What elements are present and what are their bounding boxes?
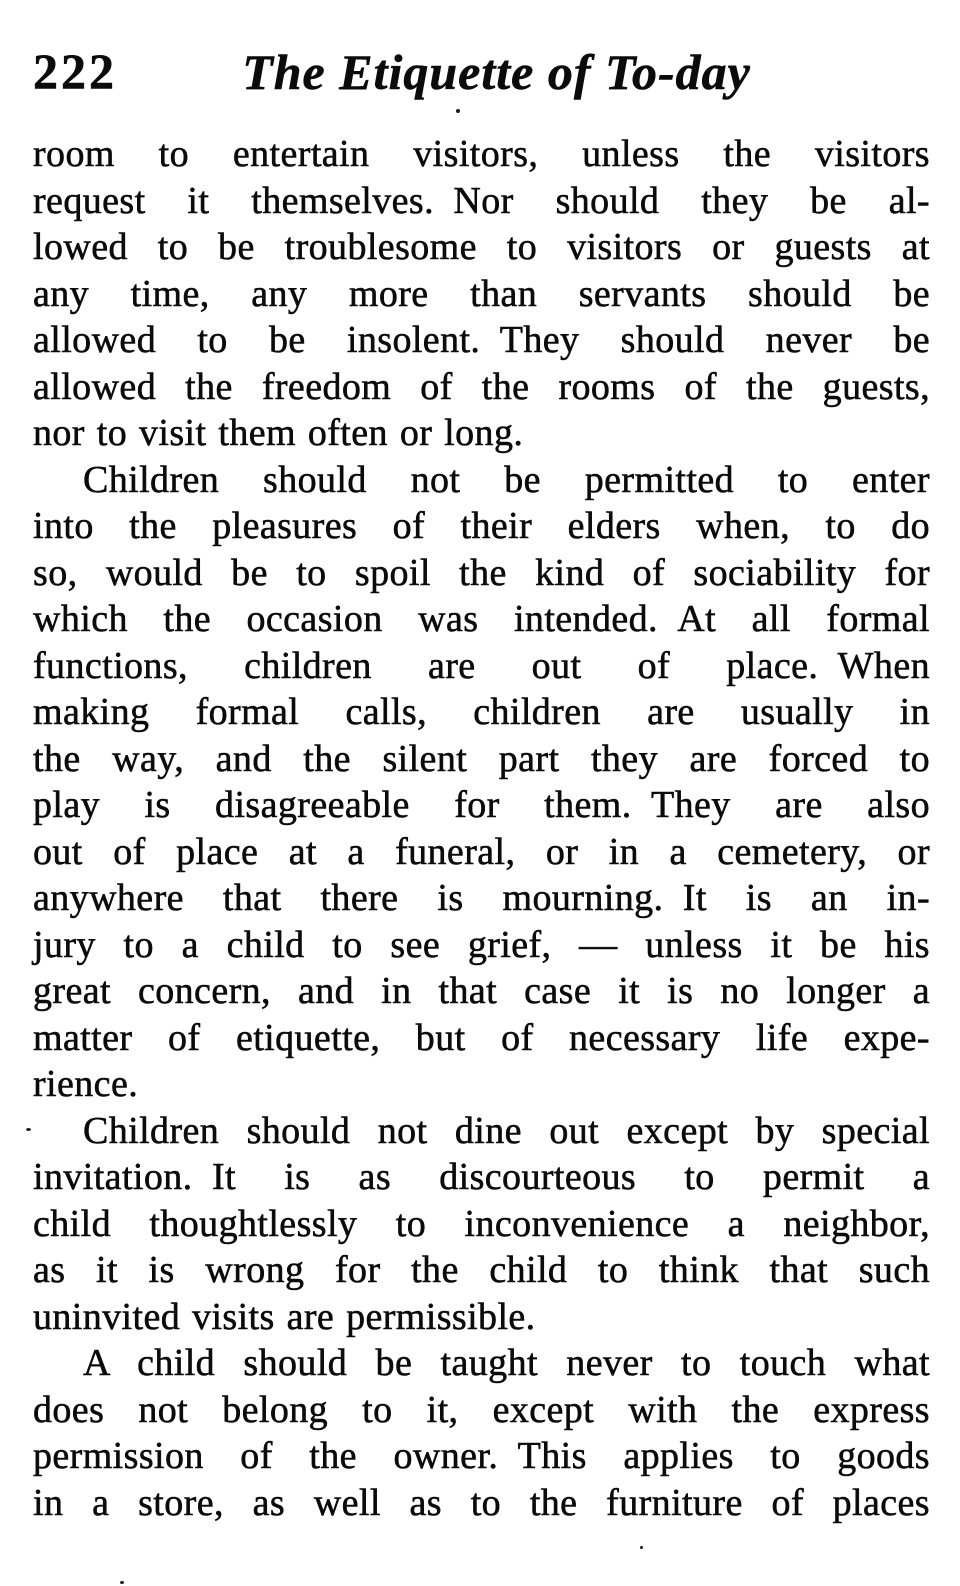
text-line: room to entertain visitors, unless the visitors: [33, 133, 930, 175]
body-text: [33, 131, 930, 1526]
text-line: lowed to be troublesome to visitors or guests at: [33, 226, 930, 268]
text-line: allowed the freedom of the rooms of the guests,: [33, 365, 930, 408]
text-line: anywhere that there is mourning. It is an in-: [33, 877, 930, 919]
scan-speck: [120, 1581, 124, 1584]
text-line: so, would be to spoil the kind of sociability for: [33, 551, 930, 594]
text-line: permission of the owner. This applies to goods: [33, 1435, 930, 1477]
scan-speck: [456, 109, 460, 113]
page-number: 222: [33, 43, 117, 99]
text-line: does not belong to it, except with the express: [33, 1388, 930, 1431]
page-header: [33, 42, 930, 108]
text-line: which the occasion was intended. At all formal: [33, 598, 930, 640]
text-line: play is disagreeable for them. They are also: [33, 784, 930, 826]
text-line: Children should not be permitted to enter: [83, 458, 930, 501]
text-line: any time, any more than servants should be: [33, 272, 930, 315]
text-line: as it is wrong for the child to think that such: [33, 1249, 930, 1291]
text-line: child thoughtlessly to inconvenience a neighbor,: [33, 1202, 930, 1245]
scan-speck: [26, 1128, 31, 1131]
paragraph: [33, 457, 930, 1108]
text-line: matter of etiquette, but of necessary life expe-: [33, 1016, 930, 1059]
text-line: into the pleasures of their elders when, to do: [33, 505, 930, 547]
paragraph: [33, 1340, 930, 1526]
scan-speck: [640, 1546, 643, 1549]
text-line: making formal calls, children are usually in: [33, 691, 930, 733]
text-line: nor to visit them often or long.: [33, 412, 524, 454]
text-line: functions, children are out of place. When: [33, 644, 930, 687]
text-line: invitation. It is as discourteous to permit a: [33, 1156, 930, 1198]
text-line: the way, and the silent part they are forced to: [33, 737, 930, 780]
text-line: in a store, as well as to the furniture of places: [33, 1481, 930, 1524]
paragraph: [33, 131, 930, 457]
text-line: Children should not dine out except by special: [83, 1109, 930, 1152]
text-line: request it themselves. Nor should they be al-: [33, 179, 930, 222]
book-title: The Etiquette of To-day: [242, 44, 751, 100]
text-line: jury to a child to see grief, — unless it be his: [33, 923, 930, 966]
text-line: allowed to be insolent. They should never be: [33, 319, 930, 361]
text-line: great concern, and in that case it is no longer a: [33, 970, 930, 1012]
text-line: out of place at a funeral, or in a cemetery, or: [33, 830, 930, 873]
text-line: A child should be taught never to touch what: [83, 1342, 930, 1384]
text-line: rience.: [33, 1063, 139, 1105]
text-line: uninvited visits are permissible.: [33, 1295, 536, 1338]
paragraph: [33, 1108, 930, 1341]
